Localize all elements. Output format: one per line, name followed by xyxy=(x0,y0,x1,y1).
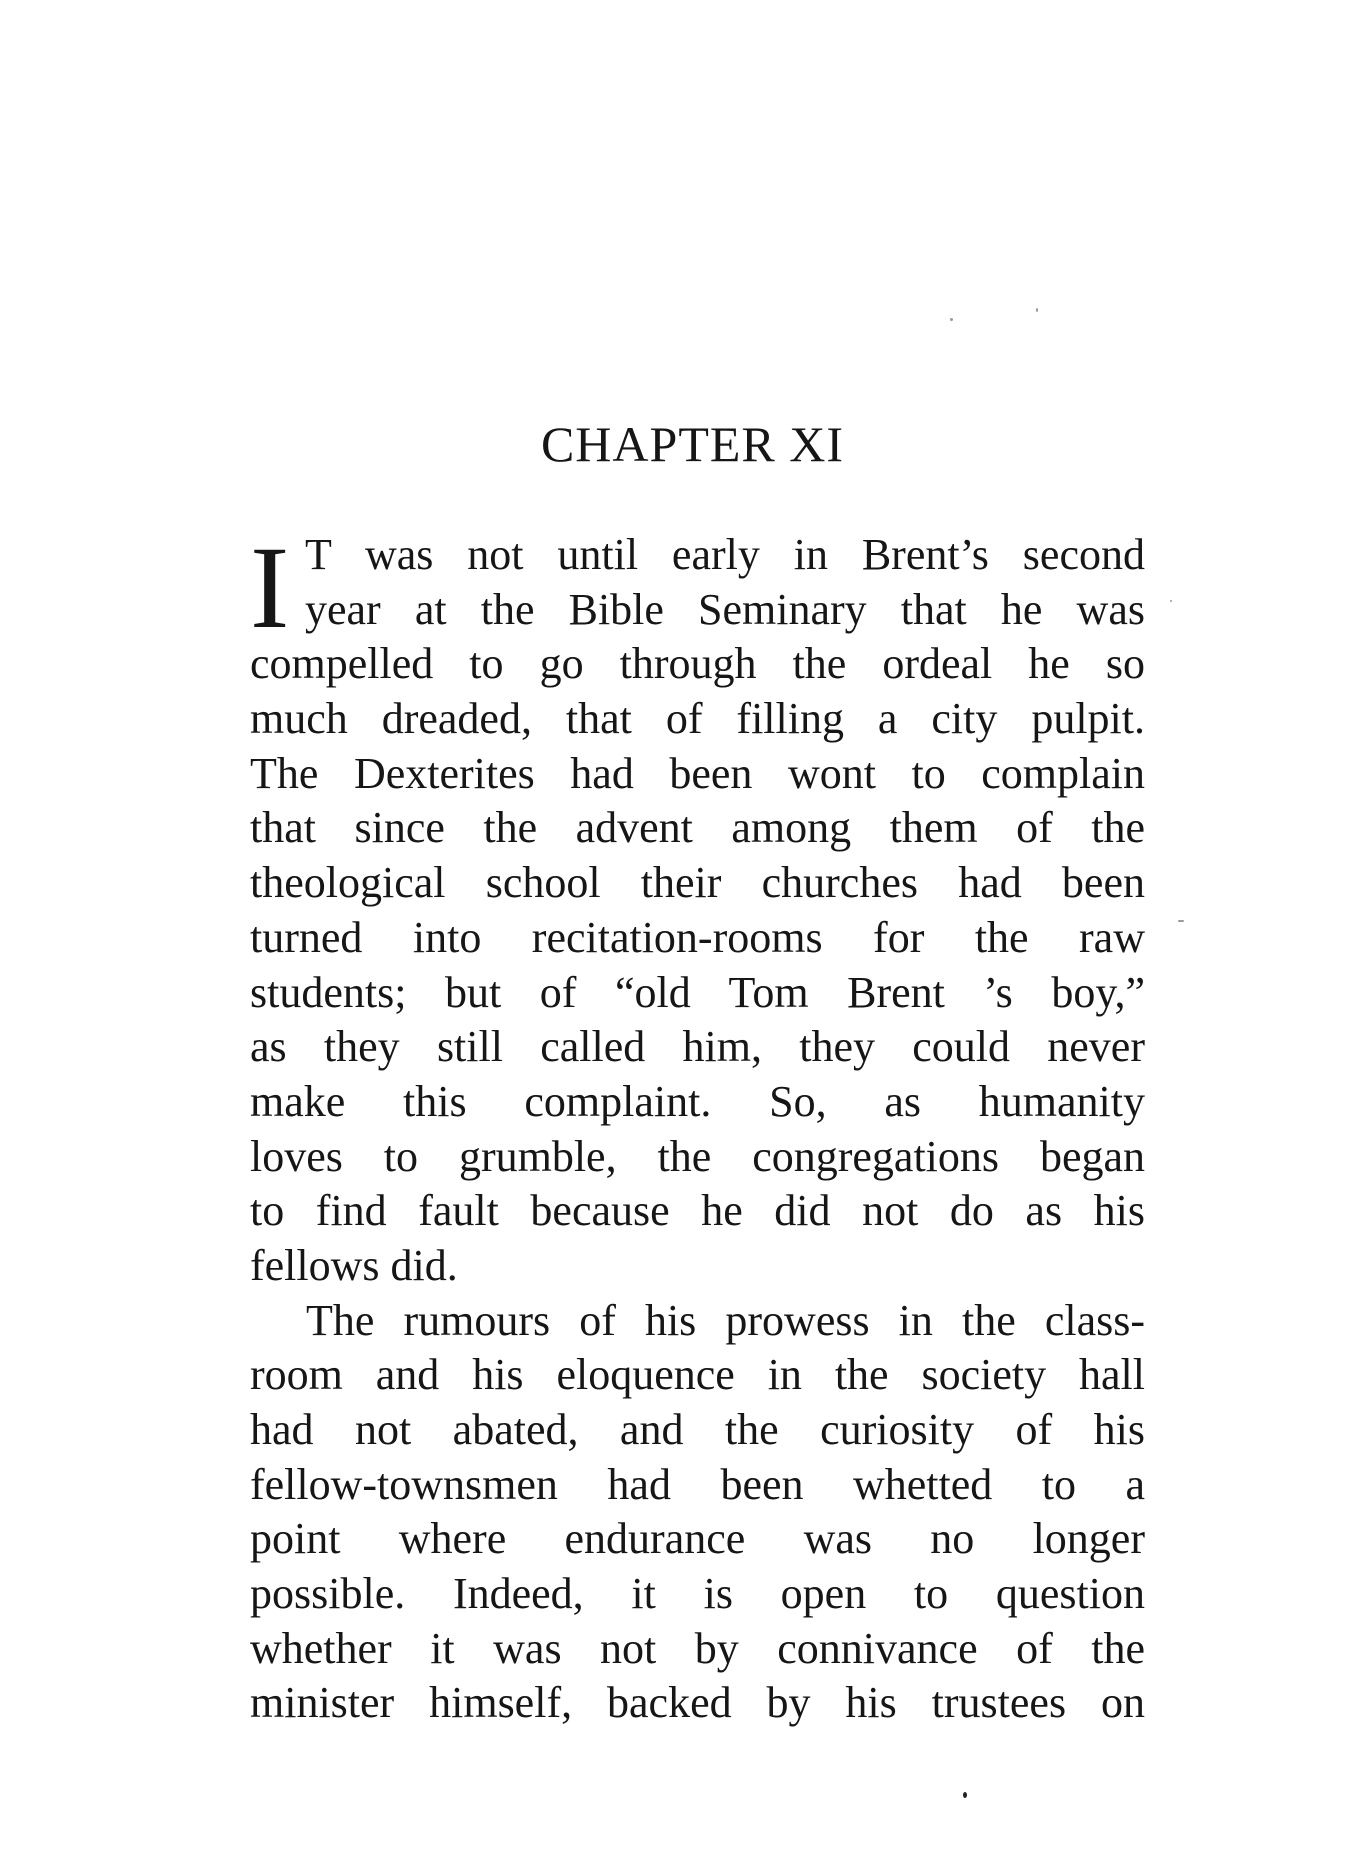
text-line: T was not until early in Brent’s second xyxy=(305,530,1145,579)
text-line: make this complaint. So, as humanity xyxy=(250,1076,1145,1126)
text-line: minister himself, backed by his trustees on xyxy=(250,1678,1145,1728)
text-line: The Dexterites had been wont to complain xyxy=(250,748,1145,798)
paragraph-1 xyxy=(250,522,1145,1294)
text-line: fellow-townsmen had been whetted to a xyxy=(250,1459,1145,1509)
text-line: compelled to go through the ordeal he so xyxy=(250,639,1145,689)
text-line: fellows did. xyxy=(250,1240,458,1290)
text-line: loves to grumble, the congregations began xyxy=(250,1131,1145,1181)
text-line: whether it was not by connivance of the xyxy=(250,1623,1145,1673)
text-line: that since the advent among them of the xyxy=(250,803,1145,853)
scan-speck xyxy=(1036,308,1038,312)
chapter-title: CHAPTER XI xyxy=(540,416,845,472)
text-line: year at the Bible Seminary that he was xyxy=(305,584,1145,634)
body-text xyxy=(250,522,1145,1731)
text-line: had not abated, and the curiosity of his xyxy=(250,1405,1145,1454)
scan-speck xyxy=(1178,920,1184,922)
text-line: as they still called him, they could never xyxy=(250,1022,1145,1072)
scan-speck xyxy=(1170,600,1172,602)
text-line: possible. Indeed, it is open to question xyxy=(250,1569,1145,1619)
text-line: students; but of “old Tom Brent ’s boy,” xyxy=(250,967,1145,1017)
scan-speck xyxy=(963,1792,967,1798)
text-line: theological school their churches had been xyxy=(250,858,1145,908)
text-line: point where endurance was no longer xyxy=(250,1514,1145,1564)
paragraph-2 xyxy=(250,1294,1145,1732)
text-line: turned into recitation-rooms for the raw xyxy=(250,912,1145,962)
text-line: The rumours of his prowess in the class- xyxy=(306,1295,1145,1345)
text-line: room and his eloquence in the society hall xyxy=(250,1350,1145,1400)
text-line: much dreaded, that of filling a city pulpit. xyxy=(250,694,1145,744)
text-line: to find fault because he did not do as his xyxy=(250,1186,1145,1236)
drop-cap: I xyxy=(250,522,290,653)
scan-speck xyxy=(950,318,953,321)
